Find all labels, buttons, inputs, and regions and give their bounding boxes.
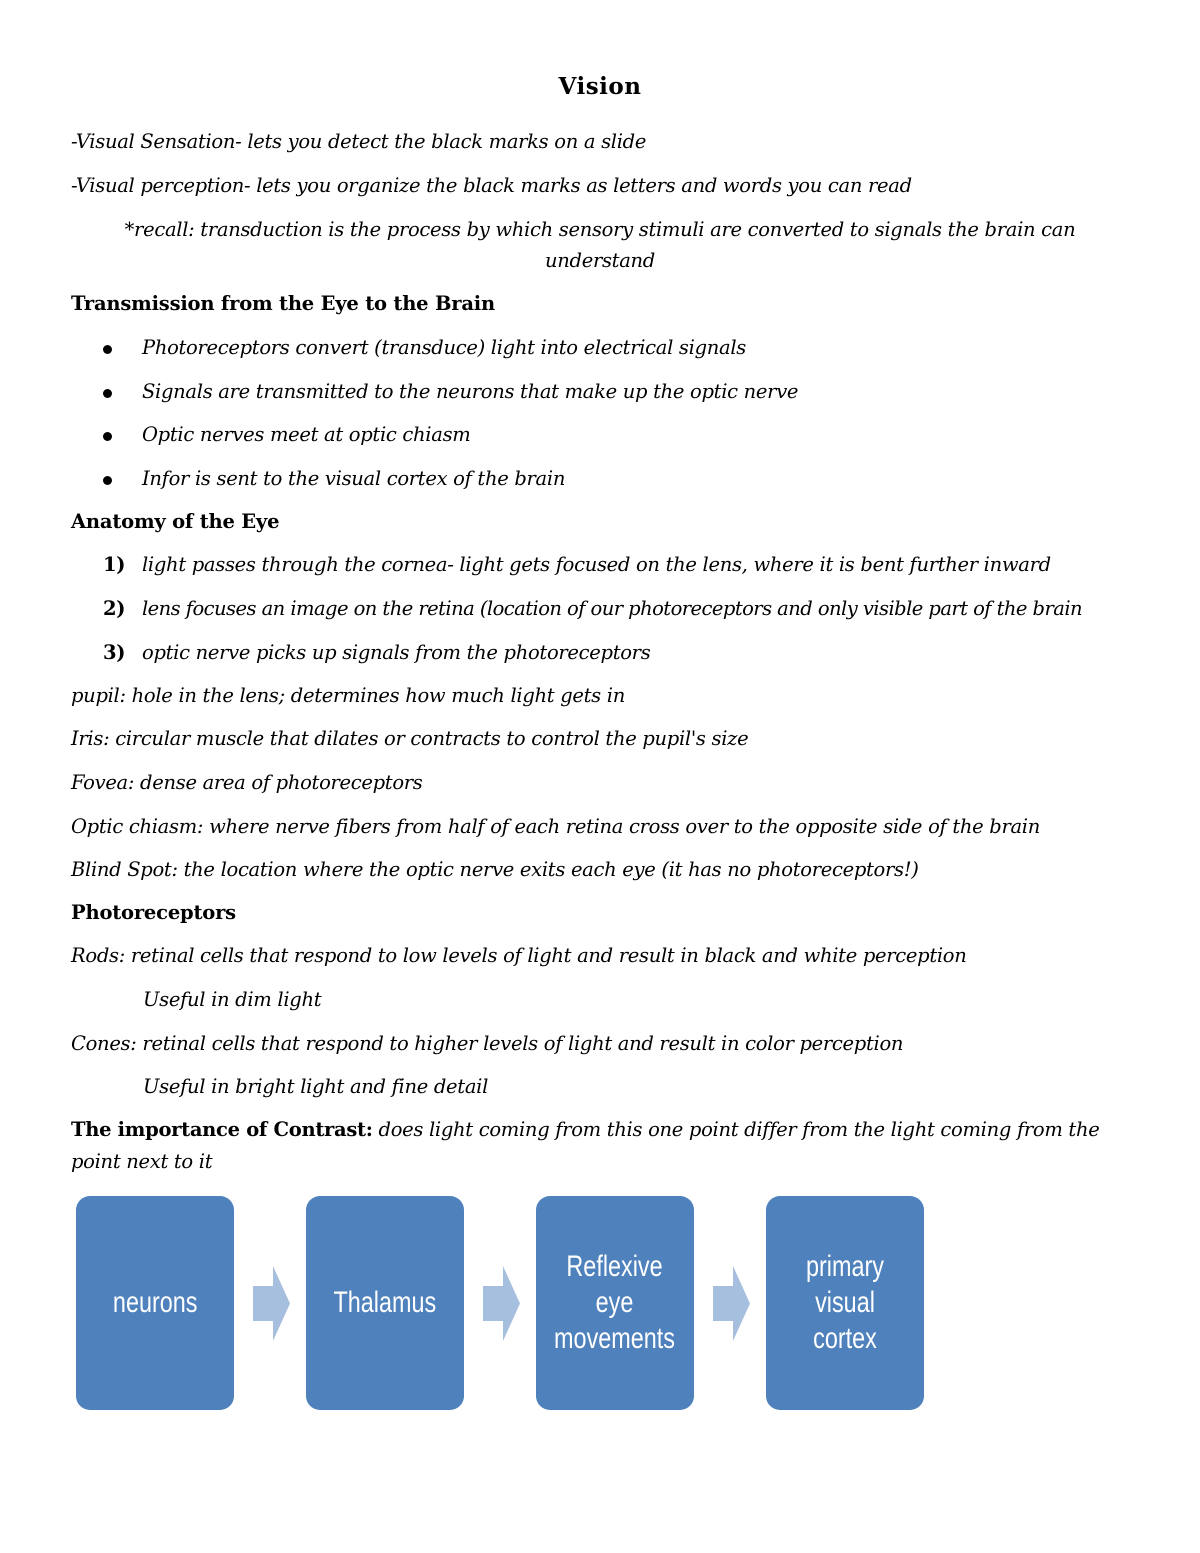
contrast-text-continued: point next to it <box>71 1150 213 1173</box>
step-text: optic nerve picks up signals from the photoreceptors <box>142 641 651 664</box>
flow-box-label: Thalamus <box>333 1286 437 1319</box>
cones-note: Useful in bright light and fine detail <box>143 1075 489 1098</box>
rods-definition: Rods: retinal cells that respond to low levels of light and result in black and white perception <box>71 944 967 967</box>
intro-visual-sensation: -Visual Sensation- lets you detect the black marks on a slide <box>71 130 647 153</box>
bullet-icon <box>103 476 112 485</box>
bullet-text: Infor is sent to the visual cortex of the brain <box>142 467 566 490</box>
contrast-label: The importance of Contrast: <box>71 1118 373 1141</box>
recall-line-1: *recall: transduction is the process by which sensory stimuli are converted to signals the brain can <box>124 218 1076 241</box>
definition-iris: Iris: circular muscle that dilates or contracts to control the pupil's size <box>71 727 749 750</box>
bullet-icon <box>103 345 112 354</box>
flow-box-neurons <box>76 1196 234 1410</box>
flow-arrow-icon <box>483 1266 520 1341</box>
anatomy-heading: Anatomy of the Eye <box>71 510 280 533</box>
step-number: 2) <box>103 597 126 620</box>
flow-box-reflexive-eye-movements <box>536 1196 694 1410</box>
flow-box-thalamus <box>306 1196 464 1410</box>
cones-definition: Cones: retinal cells that respond to higher levels of light and result in color perception <box>71 1032 904 1055</box>
intro-visual-perception: -Visual perception- lets you organize the black marks as letters and words you can read <box>71 174 912 197</box>
flow-arrow-icon <box>713 1266 750 1341</box>
flow-box-label: neurons <box>112 1286 198 1319</box>
page-title: Vision <box>558 73 642 100</box>
bullet-text: Photoreceptors convert (transduce) light into electrical signals <box>142 336 746 359</box>
contrast-text: does light coming from this one point differ from the light coming from the <box>372 1118 1100 1141</box>
definition-optic-chiasm: Optic chiasm: where nerve fibers from half of each retina cross over to the opposite side of the brain <box>71 815 1040 838</box>
definition-pupil: pupil: hole in the lens; determines how much light gets in <box>71 684 625 707</box>
step-number: 1) <box>103 553 126 576</box>
definition-fovea: Fovea: dense area of photoreceptors <box>71 771 423 794</box>
step-text: lens focuses an image on the retina (location of our photoreceptors and only visible part of the brain <box>142 597 1083 620</box>
bullet-icon <box>103 389 112 398</box>
flow-box-primary-visual-cortex <box>766 1196 924 1410</box>
transmission-heading: Transmission from the Eye to the Brain <box>71 292 495 315</box>
rods-note: Useful in dim light <box>143 988 322 1011</box>
flow-box-label: primary visual cortex <box>805 1250 884 1355</box>
recall-line-2: understand <box>545 249 655 272</box>
definition-blind-spot: Blind Spot: the location where the optic nerve exits each eye (it has no photoreceptors!) <box>71 858 919 881</box>
bullet-icon <box>103 432 112 441</box>
bullet-text: Signals are transmitted to the neurons that make up the optic nerve <box>142 380 799 403</box>
photoreceptors-heading: Photoreceptors <box>71 901 236 924</box>
step-text: light passes through the cornea- light gets focused on the lens, where it is bent further inward <box>142 553 1051 576</box>
flow-box-label: Reflexive eye movements <box>554 1250 676 1355</box>
contrast-line <box>71 1118 1099 1141</box>
flow-arrow-icon <box>253 1266 290 1341</box>
bullet-text: Optic nerves meet at optic chiasm <box>142 423 471 446</box>
step-number: 3) <box>103 641 126 664</box>
